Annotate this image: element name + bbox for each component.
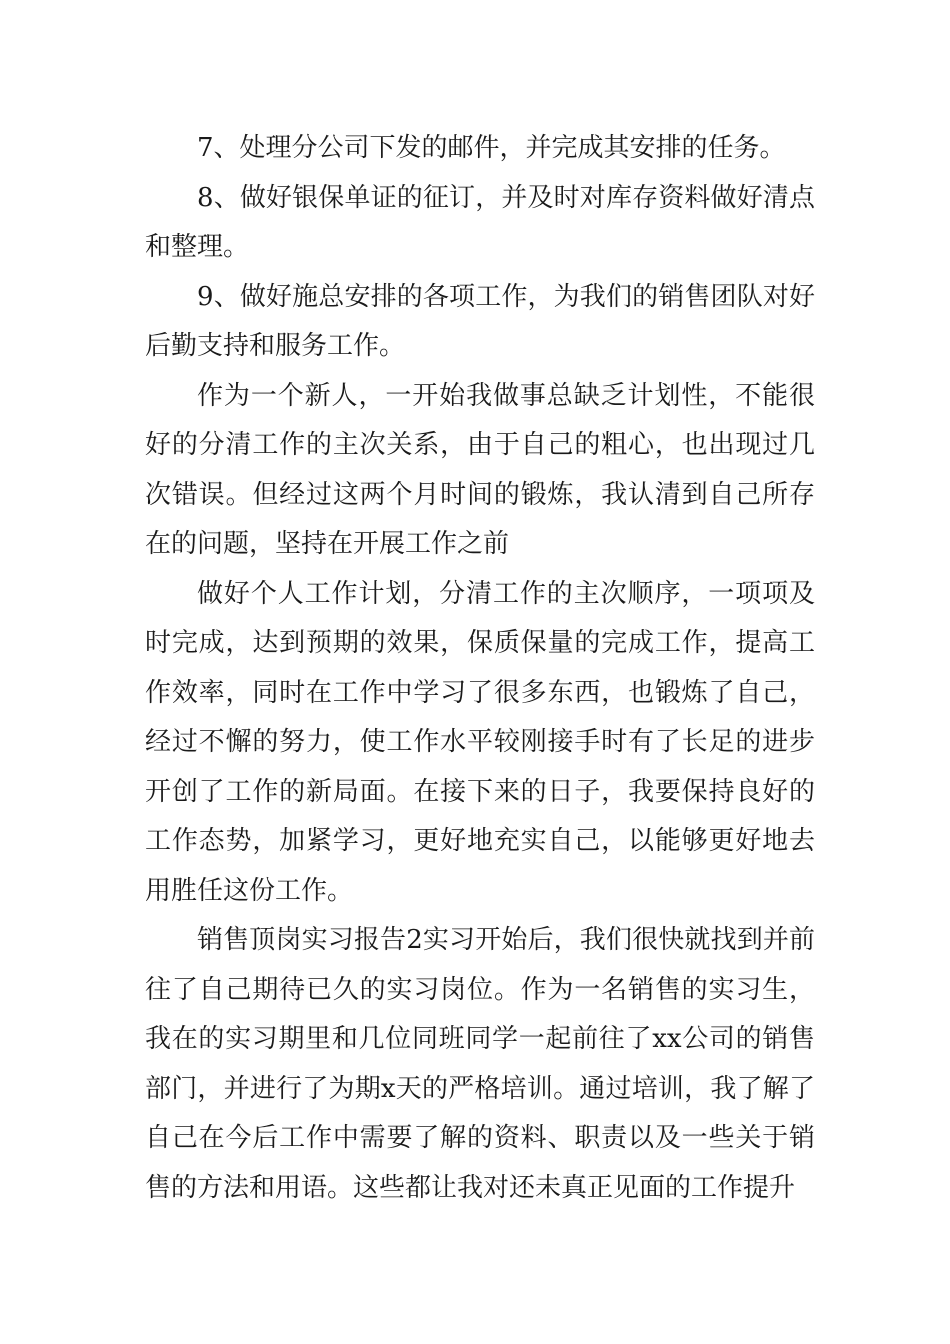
paragraph-newcomer-reflection: 作为一个新人，一开始我做事总缺乏计划性，不能很好的分清工作的主次关系，由于自己的粗心，也出现过几次错误。但经过这两个月时间的锻炼，我认清到自己所存在的问题，坚持在开展工作之前 [145,380,815,559]
paragraph-item-9: 9、做好施总安排的各项工作，为我们的销售团队对好后勤支持和服务工作。 [145,281,815,361]
paragraph-work-plan: 做好个人工作计划，分清工作的主次顺序，一项项及时完成，达到预期的效果，保质保量的完成工作，提高工作效率，同时在工作中学习了很多东西，也锻炼了自己，经过不懈的努力，使工作水平较刚接手时有了长足的进步开创了工作的新局面。在接下来的日子，我要保持良好的工作态势，加紧学习，更好地充实自己，以能够更好地去用胜任这份工作。 [145,578,815,906]
document-body [145,124,815,1213]
paragraph-internship-report-2: 销售顶岗实习报告2实习开始后，我们很快就找到并前往了自己期待已久的实习岗位。作为一名销售的实习生，我在的实习期里和几位同班同学一起前往了xx公司的销售部门，并进行了为期x天的严格培训。通过培训，我了解了自己在今后工作中需要了解的资料、职责以及一些关于销售的方法和用语。这些都让我对还未真正见面的工作提升 [145,925,815,1203]
paragraph-item-7: 7、处理分公司下发的邮件，并完成其安排的任务。 [197,133,786,163]
paragraph-item-8: 8、做好银保单证的征订，并及时对库存资料做好清点和整理。 [145,182,815,262]
